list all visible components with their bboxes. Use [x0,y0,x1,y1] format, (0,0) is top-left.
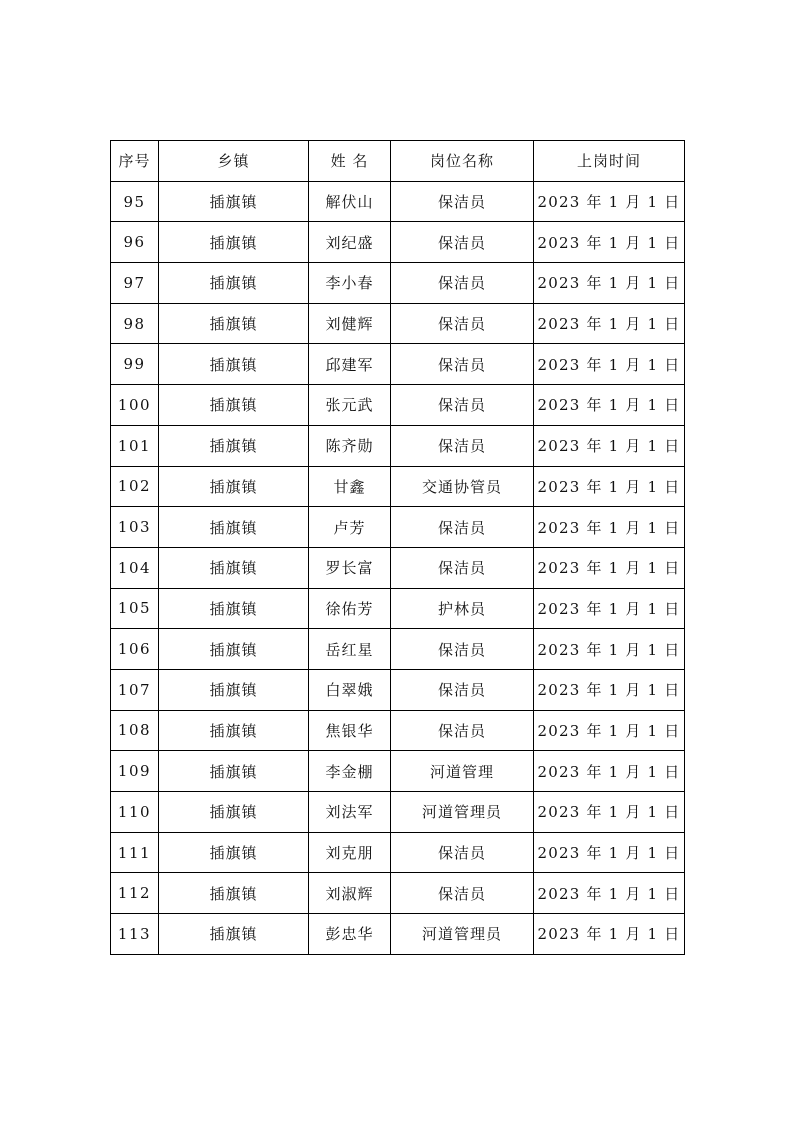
cell-post-title: 保洁员 [391,303,534,344]
cell-start-date: 2023 年 1 月 1 日 [534,344,685,385]
cell-post-title: 保洁员 [391,547,534,588]
cell-serial-number: 111 [111,832,159,873]
cell-start-date: 2023 年 1 月 1 日 [534,425,685,466]
cell-start-date: 2023 年 1 月 1 日 [534,873,685,914]
staff-table [110,140,685,955]
table-row [111,832,685,873]
cell-name: 陈齐勋 [309,425,391,466]
table-row [111,751,685,792]
cell-post-title: 保洁员 [391,344,534,385]
table-row [111,222,685,263]
cell-serial-number: 99 [111,344,159,385]
cell-serial-number: 102 [111,466,159,507]
cell-serial-number: 106 [111,629,159,670]
cell-post-title: 保洁员 [391,873,534,914]
cell-township: 插旗镇 [159,832,309,873]
cell-township: 插旗镇 [159,792,309,833]
cell-post-title: 保洁员 [391,507,534,548]
cell-post-title: 河道管理员 [391,914,534,955]
cell-township: 插旗镇 [159,222,309,263]
header-start-date: 上岗时间 [534,141,685,182]
cell-township: 插旗镇 [159,914,309,955]
cell-township: 插旗镇 [159,507,309,548]
cell-post-title: 保洁员 [391,425,534,466]
cell-serial-number: 107 [111,669,159,710]
cell-start-date: 2023 年 1 月 1 日 [534,263,685,304]
cell-start-date: 2023 年 1 月 1 日 [534,547,685,588]
cell-township: 插旗镇 [159,751,309,792]
cell-serial-number: 95 [111,181,159,222]
cell-post-title: 保洁员 [391,832,534,873]
table-row [111,588,685,629]
cell-serial-number: 110 [111,792,159,833]
cell-serial-number: 105 [111,588,159,629]
cell-township: 插旗镇 [159,466,309,507]
cell-name: 彭忠华 [309,914,391,955]
cell-post-title: 保洁员 [391,629,534,670]
cell-name: 刘法军 [309,792,391,833]
cell-post-title: 河道管理 [391,751,534,792]
cell-start-date: 2023 年 1 月 1 日 [534,385,685,426]
table-row [111,629,685,670]
table-row [111,547,685,588]
cell-start-date: 2023 年 1 月 1 日 [534,181,685,222]
cell-serial-number: 108 [111,710,159,751]
cell-serial-number: 103 [111,507,159,548]
cell-post-title: 保洁员 [391,669,534,710]
table-row [111,873,685,914]
cell-start-date: 2023 年 1 月 1 日 [534,466,685,507]
header-township: 乡镇 [159,141,309,182]
cell-post-title: 交通协管员 [391,466,534,507]
table-row [111,425,685,466]
cell-post-title: 河道管理员 [391,792,534,833]
cell-name: 卢芳 [309,507,391,548]
cell-start-date: 2023 年 1 月 1 日 [534,751,685,792]
table-row [111,792,685,833]
table-row [111,466,685,507]
cell-start-date: 2023 年 1 月 1 日 [534,832,685,873]
table-row [111,181,685,222]
header-post-title: 岗位名称 [391,141,534,182]
cell-township: 插旗镇 [159,588,309,629]
cell-serial-number: 112 [111,873,159,914]
cell-serial-number: 96 [111,222,159,263]
cell-name: 甘鑫 [309,466,391,507]
cell-name: 刘纪盛 [309,222,391,263]
cell-post-title: 保洁员 [391,222,534,263]
table-row [111,710,685,751]
table-body [111,181,685,954]
cell-start-date: 2023 年 1 月 1 日 [534,629,685,670]
cell-name: 岳红星 [309,629,391,670]
cell-start-date: 2023 年 1 月 1 日 [534,507,685,548]
cell-serial-number: 98 [111,303,159,344]
cell-township: 插旗镇 [159,425,309,466]
table-row [111,914,685,955]
cell-name: 焦银华 [309,710,391,751]
cell-serial-number: 104 [111,547,159,588]
cell-post-title: 保洁员 [391,385,534,426]
cell-name: 李小春 [309,263,391,304]
table-row [111,669,685,710]
cell-township: 插旗镇 [159,710,309,751]
cell-start-date: 2023 年 1 月 1 日 [534,710,685,751]
cell-name: 罗长富 [309,547,391,588]
cell-name: 白翠娥 [309,669,391,710]
cell-name: 邱建军 [309,344,391,385]
cell-start-date: 2023 年 1 月 1 日 [534,669,685,710]
cell-township: 插旗镇 [159,547,309,588]
table-header [111,141,685,182]
cell-start-date: 2023 年 1 月 1 日 [534,914,685,955]
cell-name: 刘淑辉 [309,873,391,914]
cell-post-title: 护林员 [391,588,534,629]
table-row [111,263,685,304]
cell-start-date: 2023 年 1 月 1 日 [534,588,685,629]
cell-post-title: 保洁员 [391,181,534,222]
cell-township: 插旗镇 [159,303,309,344]
cell-serial-number: 113 [111,914,159,955]
table-row [111,303,685,344]
cell-name: 张元武 [309,385,391,426]
cell-name: 李金棚 [309,751,391,792]
cell-start-date: 2023 年 1 月 1 日 [534,303,685,344]
cell-township: 插旗镇 [159,344,309,385]
cell-serial-number: 100 [111,385,159,426]
cell-post-title: 保洁员 [391,710,534,751]
cell-name: 刘健辉 [309,303,391,344]
cell-serial-number: 97 [111,263,159,304]
cell-township: 插旗镇 [159,873,309,914]
table-row [111,344,685,385]
cell-township: 插旗镇 [159,263,309,304]
cell-name: 徐佑芳 [309,588,391,629]
cell-start-date: 2023 年 1 月 1 日 [534,222,685,263]
table-row [111,385,685,426]
cell-name: 刘克朋 [309,832,391,873]
cell-township: 插旗镇 [159,629,309,670]
header-serial-number: 序号 [111,141,159,182]
cell-serial-number: 109 [111,751,159,792]
cell-name: 解伏山 [309,181,391,222]
cell-serial-number: 101 [111,425,159,466]
table-row [111,507,685,548]
cell-post-title: 保洁员 [391,263,534,304]
cell-start-date: 2023 年 1 月 1 日 [534,792,685,833]
cell-township: 插旗镇 [159,669,309,710]
header-name: 姓 名 [309,141,391,182]
cell-township: 插旗镇 [159,181,309,222]
cell-township: 插旗镇 [159,385,309,426]
header-row [111,141,685,182]
